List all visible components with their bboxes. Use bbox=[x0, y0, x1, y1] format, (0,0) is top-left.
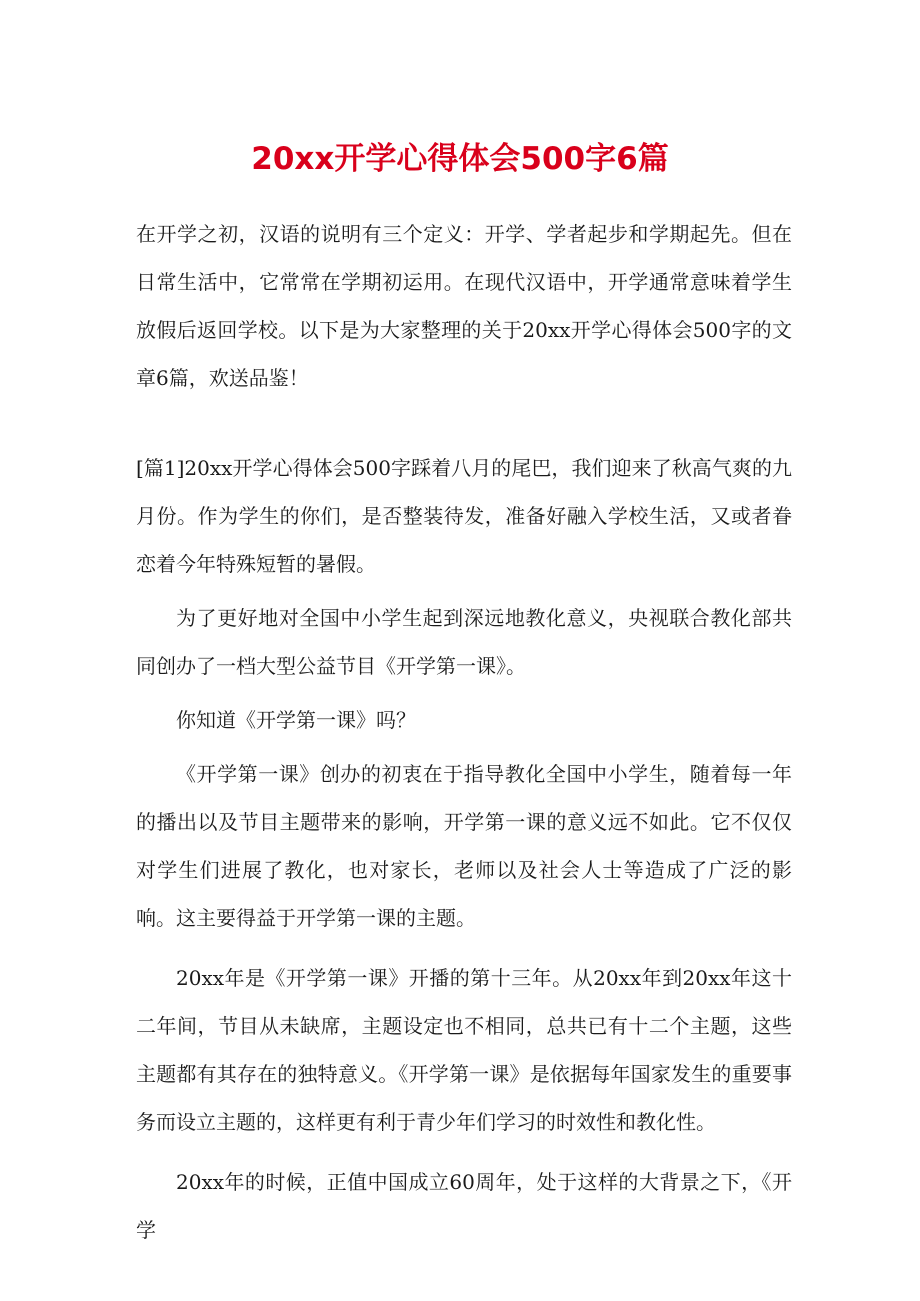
article-paragraph-5: 20xx年是《开学第一课》开播的第十三年。从20xx年到20xx年这十二年间，节目从未缺席，主题设定也不相同，总共已有十二个主题，这些主题都有其存在的独特意义。《开学第一课》是依据每年国家发生的重要事务而设立主题的，这样更有利于青少年们学习的时效性和教化性。 bbox=[136, 966, 792, 1134]
paragraph-spacer bbox=[136, 942, 792, 954]
article-paragraph-2: 为了更好地对全国中小学生起到深远地教化意义，央视联合教化部共同创办了一档大型公益节目《开学第一课》。 bbox=[136, 606, 792, 678]
paragraph-spacer bbox=[136, 1146, 792, 1158]
document-body bbox=[136, 210, 792, 1254]
document-title: 20xx开学心得体会500字6篇 bbox=[251, 141, 669, 177]
article-paragraph-1: [篇1]20xx开学心得体会500字踩着八月的尾巴，我们迎来了秋高气爽的九月份。作为学生的你们，是否整装待发，准备好融入学校生活，又或者眷恋着今年特殊短暂的暑假。 bbox=[136, 456, 792, 576]
intro-paragraph: 在开学之初，汉语的说明有三个定义：开学、学者起步和学期起先。但在日常生活中，它常常在学期初运用。在现代汉语中，开学通常意味着学生放假后返回学校。以下是为大家整理的关于20xx开学心得体会500字的文章6篇，欢送品鉴！ bbox=[136, 222, 792, 390]
article-paragraph-4: 《开学第一课》创办的初衷在于指导教化全国中小学生，随着每一年的播出以及节目主题带来的影响，开学第一课的意义远不如此。它不仅仅对学生们进展了教化，也对家长，老师以及社会人士等造成了广泛的影响。这主要得益于开学第一课的主题。 bbox=[136, 762, 792, 930]
section-spacer bbox=[136, 402, 792, 444]
article-paragraph-6: 20xx年的时候，正值中国成立60周年，处于这样的大背景之下，《开学 bbox=[136, 1170, 792, 1242]
article-paragraph-3: 你知道《开学第一课》吗？ bbox=[176, 708, 416, 732]
